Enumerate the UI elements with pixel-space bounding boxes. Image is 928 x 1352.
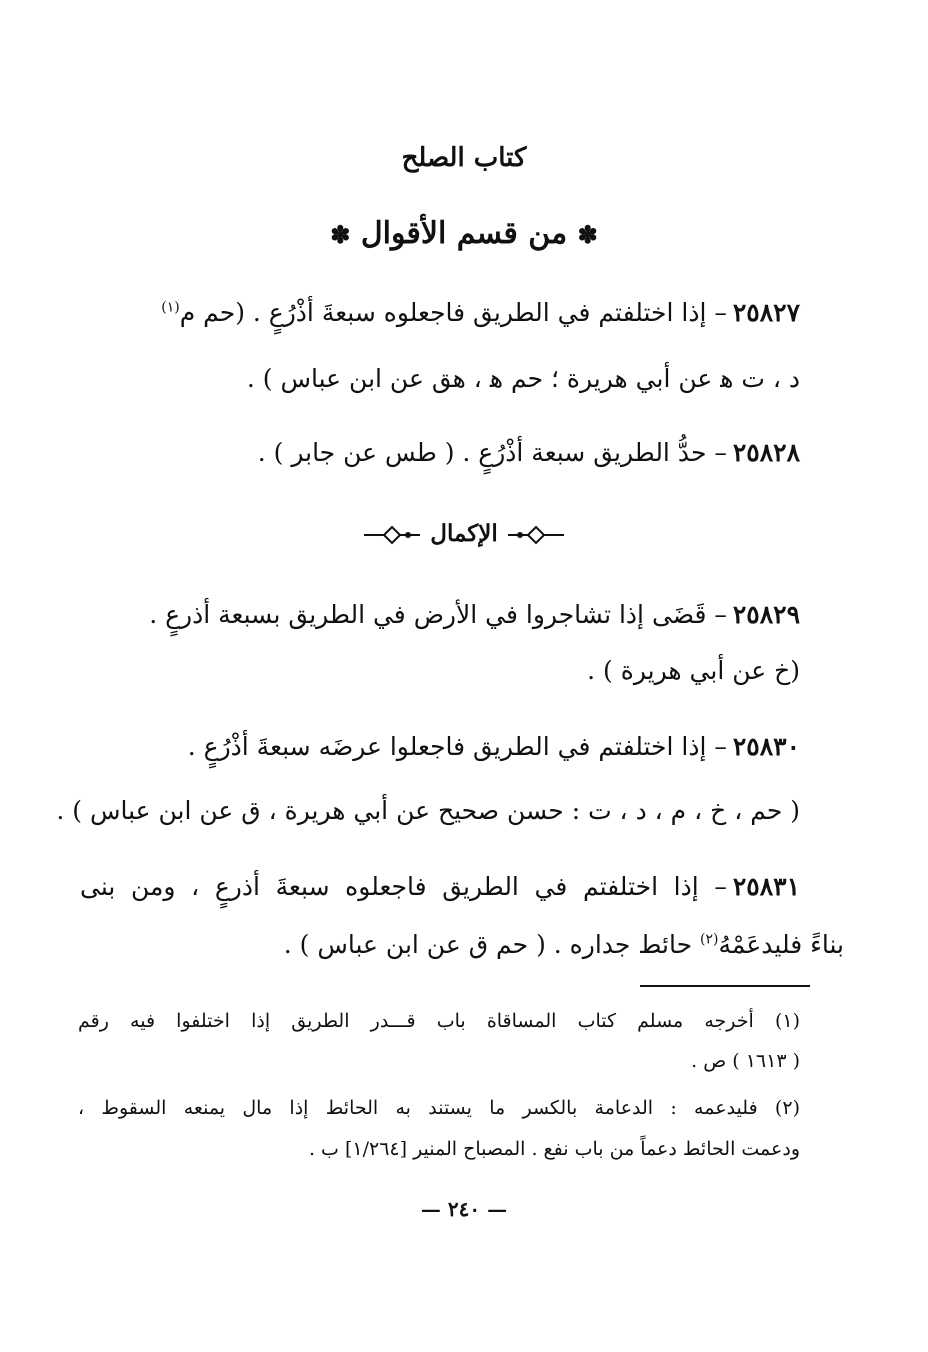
hadith-25829-line-2: (خ عن أبي هريرة ) .	[587, 656, 800, 685]
hadith-number: ٢٥٨٢٨	[732, 438, 800, 467]
hadith-number: ٢٥٨٣٠	[732, 732, 800, 761]
footnote-ref-1: (١)	[161, 299, 180, 316]
decorative-flourish-left-icon	[362, 523, 422, 547]
hadith-25830-line-1	[188, 732, 800, 761]
hadith-25827-line-1	[161, 298, 800, 327]
hadith-text: – إذا اختلفتم في الطريق فاجعلوه سبعةَ أذْرُعٍ . (حم م	[179, 298, 727, 327]
footnote-ref-2: (٢)	[700, 931, 719, 948]
hadith-number: ٢٥٨٢٧	[732, 298, 800, 327]
footnote-2-line-2: ودعمت الحائط دعماً من باب نفع . المصباح المنير [١/٢٦٤] ب .	[308, 1138, 800, 1160]
hadith-text: بناءً فليدعَمْهُ	[718, 930, 844, 959]
ornament-right-icon: ✽	[577, 220, 598, 249]
footnote-2-line-1: (٢) فليدعمه : الدعامة بالكسر ما يستند به الحائط إذا مال يمنعه السقوط ،	[78, 1097, 800, 1119]
ikmal-heading	[0, 520, 928, 547]
hadith-text: – حدُّ الطريق سبعة أذْرُعٍ . ( طس عن جابر ) .	[257, 438, 727, 467]
footnote-divider	[640, 985, 810, 987]
footnote-1-line-2: ( ١٦١٣ ) ص .	[691, 1050, 800, 1072]
footnote-1-line-1: (١) أخرجه مسلم كتاب المساقاة باب قـــدر الطريق إذا اختلفوا فيه رقم	[78, 1010, 800, 1032]
section-title-text: من قسم الأقوال	[360, 216, 568, 251]
ornament-left-icon: ✽	[330, 220, 351, 249]
hadith-25828-line-1	[258, 438, 800, 467]
section-title	[0, 216, 928, 251]
hadith-25827-line-2: د ، ت ﻫ عن أبي هريرة ؛ حم ﻫ ، هق عن ابن عباس ) .	[246, 364, 800, 393]
hadith-25831-line-1	[80, 872, 800, 901]
page-number: — ٢٤٠ —	[420, 1197, 508, 1221]
hadith-text: – قَضَى إذا تشاجروا في الأرض في الطريق بسبعة أذرعٍ .	[149, 600, 727, 629]
hadith-25829-line-1	[149, 600, 800, 629]
hadith-text: حائط جداره . ( حم ق عن ابن عباس ) .	[283, 930, 693, 959]
hadith-text: – إذا اختلفتم في الطريق فاجعلوه سبعةَ أذرعٍ ، ومن بنى	[80, 872, 727, 901]
book-title: كتاب الصلح	[401, 143, 527, 173]
ikmal-title: الإكمال	[430, 520, 498, 547]
hadith-number: ٢٥٨٢٩	[732, 600, 800, 629]
decorative-flourish-right-icon	[506, 523, 566, 547]
hadith-25830-line-2: ( حم ، خ ، م ، د ، ت : حسن صحيح عن أبي هريرة ، ق عن ابن عباس ) .	[56, 796, 800, 825]
hadith-text: – إذا اختلفتم في الطريق فاجعلوا عرضَه سبعةَ أذْرُعٍ .	[187, 732, 727, 761]
hadith-number: ٢٥٨٣١	[732, 872, 800, 901]
hadith-25831-line-2	[284, 930, 844, 959]
